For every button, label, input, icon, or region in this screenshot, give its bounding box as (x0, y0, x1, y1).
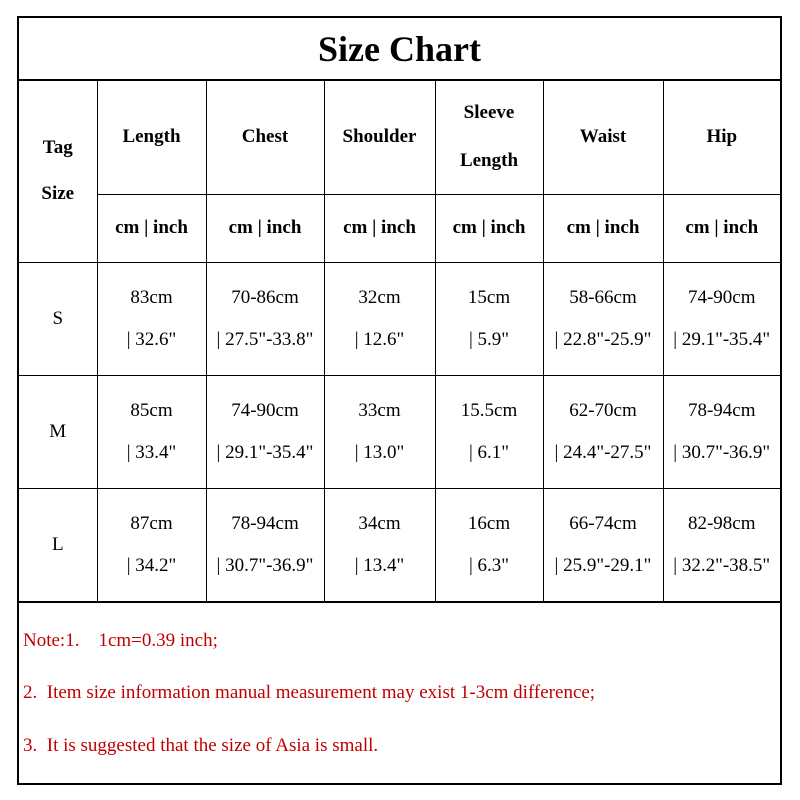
header-row (19, 81, 780, 194)
table-cell: 15cm | 5.9" (435, 262, 543, 375)
table-cell: 78-94cm | 30.7"-36.9" (663, 375, 780, 488)
note-3: 3. It is suggested that the size of Asia is small. (23, 735, 379, 756)
unit-row (19, 194, 780, 262)
unit-hip: cm | inch (663, 194, 780, 262)
column-header-shoulder: Shoulder (324, 81, 435, 194)
table-cell: 32cm | 12.6" (324, 262, 435, 375)
table-cell: 78-94cm | 30.7"-36.9" (206, 488, 324, 601)
table-cell: 34cm | 13.4" (324, 488, 435, 601)
size-chart-frame (17, 16, 782, 785)
table-row-l (19, 488, 780, 601)
unit-sleeve-length: cm | inch (435, 194, 543, 262)
table-cell: 16cm | 6.3" (435, 488, 543, 601)
column-header-chest: Chest (206, 81, 324, 194)
unit-length: cm | inch (97, 194, 206, 262)
table-cell: 82-98cm | 32.2"-38.5" (663, 488, 780, 601)
note-1: Note:1. 1cm=0.39 inch; (23, 630, 218, 651)
tag-size-line-2: Size (41, 183, 75, 205)
table-row-s (19, 262, 780, 375)
size-label: S (19, 262, 97, 375)
column-header-waist: Waist (543, 81, 663, 194)
table-cell: 87cm | 34.2" (97, 488, 206, 601)
size-label: M (19, 375, 97, 488)
unit-waist: cm | inch (543, 194, 663, 262)
chart-title: Size Chart (19, 18, 780, 81)
column-header-sleeve-length: Sleeve Length (435, 81, 543, 194)
column-header-length: Length (97, 81, 206, 194)
tag-size-line-1: Tag (42, 137, 73, 159)
unit-chest: cm | inch (206, 194, 324, 262)
column-header-hip: Hip (663, 81, 780, 194)
table-cell: 74-90cm | 29.1"-35.4" (663, 262, 780, 375)
table-cell: 70-86cm | 27.5"-33.8" (206, 262, 324, 375)
table-cell: 62-70cm | 24.4"-27.5" (543, 375, 663, 488)
table-row-m (19, 375, 780, 488)
table-bottom-divider (19, 601, 780, 603)
size-label: L (19, 488, 97, 601)
table-cell: 85cm | 33.4" (97, 375, 206, 488)
table-cell: 58-66cm | 22.8"-25.9" (543, 262, 663, 375)
table-cell: 66-74cm | 25.9"-29.1" (543, 488, 663, 601)
table-cell: 74-90cm | 29.1"-35.4" (206, 375, 324, 488)
table-cell: 15.5cm | 6.1" (435, 375, 543, 488)
tag-size-header (19, 81, 97, 262)
note-2: 2. Item size information manual measurement may exist 1-3cm difference; (23, 682, 596, 703)
table-cell: 83cm | 32.6" (97, 262, 206, 375)
size-table (19, 81, 780, 602)
table-cell: 33cm | 13.0" (324, 375, 435, 488)
unit-shoulder: cm | inch (324, 194, 435, 262)
